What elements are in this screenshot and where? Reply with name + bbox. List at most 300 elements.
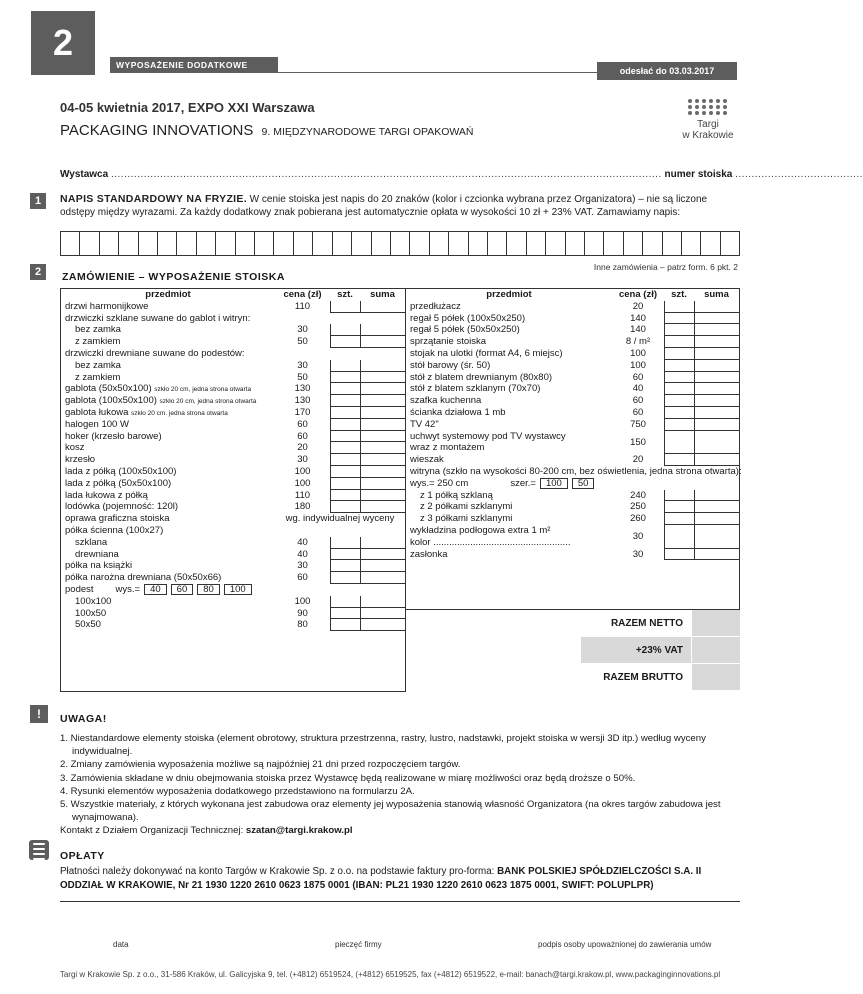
item-name-text: szafka kuchenna <box>410 395 482 407</box>
table-row <box>406 454 739 466</box>
sum-field[interactable] <box>360 584 405 596</box>
qty-field[interactable] <box>330 466 360 478</box>
item-price: 40 <box>297 548 308 560</box>
sum-field[interactable] <box>360 596 405 608</box>
item-name <box>61 501 275 513</box>
sum-field[interactable] <box>360 372 405 384</box>
item-name <box>406 395 612 407</box>
sum-field[interactable] <box>694 513 739 525</box>
other-orders-note: Inne zamówienia – patrz form. 6 pkt. 2 <box>593 262 738 272</box>
item-name <box>406 454 612 466</box>
sign-char-box[interactable] <box>449 232 468 255</box>
item-name-text: halogen 100 W <box>65 418 129 430</box>
sum-field[interactable] <box>360 537 405 549</box>
sum-field[interactable] <box>694 431 739 455</box>
sign-char-box[interactable] <box>430 232 449 255</box>
sign-char-box[interactable] <box>333 232 352 255</box>
total-brutto-label: RAZEM BRUTTO <box>581 664 691 690</box>
sum-field[interactable] <box>694 336 739 348</box>
podest-height-label: wys.= <box>115 583 141 595</box>
item-name <box>61 549 275 561</box>
sign-char-box[interactable] <box>507 232 526 255</box>
organizer-logo <box>676 99 740 141</box>
item-name-text: oprawa graficzna stoiska <box>65 513 170 525</box>
item-name-text: lodówka (pojemność: 120l) <box>65 501 179 513</box>
sum-field[interactable] <box>360 431 405 443</box>
item-name <box>406 301 612 313</box>
sign-char-box[interactable] <box>721 232 739 255</box>
qty-field[interactable] <box>330 313 360 325</box>
qty-field[interactable] <box>330 407 360 419</box>
item-price: 20 <box>632 300 644 312</box>
qty-field[interactable] <box>330 525 360 537</box>
section-1-body: W cenie stoiska jest napis do 20 znaków (kolor i czcionka wybrana przez Organizatora) – nie są liczone odstępy między wyrazami. Za każdy dodatkowy znak pobierana jest automatycznie opłata w wysokości 10 zł + 23% VAT. Zamawiamy napis: <box>60 194 708 218</box>
table-row <box>61 301 405 313</box>
item-price: 60 <box>632 371 644 383</box>
qty-field[interactable] <box>330 419 360 431</box>
section-1-number: 1 <box>30 193 46 209</box>
qty-field[interactable] <box>330 395 360 407</box>
witryna-width-option[interactable]: 50 <box>572 478 595 489</box>
sum-field[interactable] <box>694 395 739 407</box>
item-name-text: lada łukowa z półką <box>65 489 148 501</box>
sum-field[interactable] <box>360 466 405 478</box>
sign-char-box[interactable] <box>527 232 546 255</box>
qty-field[interactable] <box>330 431 360 443</box>
sign-char-box[interactable] <box>488 232 507 255</box>
sum-field[interactable] <box>360 572 405 584</box>
item-price <box>275 348 330 360</box>
item-price: 60 <box>297 430 308 442</box>
item-name <box>61 395 275 407</box>
payments-body: Płatności należy dokonywać na konto Targów w Krakowie Sp. z o.o. na podstawie faktury pro-forma: <box>60 866 498 877</box>
qty-field[interactable] <box>664 407 694 419</box>
table-row <box>61 596 405 608</box>
item-name-text: z zamkiem <box>75 371 121 383</box>
qty-field[interactable] <box>664 383 694 395</box>
vat-field[interactable] <box>691 637 740 663</box>
item-name-text: półka narożna drewniana (50x50x66) <box>65 572 222 584</box>
sign-char-box[interactable] <box>624 232 643 255</box>
table-row <box>406 313 739 325</box>
qty-field[interactable] <box>330 478 360 490</box>
item-name-text: 50x50 <box>75 619 101 631</box>
sum-field[interactable] <box>360 454 405 466</box>
witryna-width-label: szer.= <box>510 477 536 489</box>
event-title <box>60 122 474 139</box>
item-name <box>406 549 612 561</box>
sign-char-box[interactable] <box>352 232 371 255</box>
sum-field[interactable] <box>360 619 405 631</box>
sign-char-box[interactable] <box>701 232 720 255</box>
sum-field[interactable] <box>360 407 405 419</box>
sum-field[interactable] <box>694 301 739 313</box>
sum-field[interactable] <box>360 324 405 336</box>
qty-field[interactable] <box>330 454 360 466</box>
left-order-table <box>60 288 406 692</box>
item-price: 60 <box>297 418 308 430</box>
item-note: szkło 20 cm, jedna strona otwarta <box>159 398 257 406</box>
qty-field[interactable] <box>664 513 694 525</box>
item-name-text: wykładzina podłogowa extra 1 m² <box>410 524 551 536</box>
qty-field[interactable] <box>330 372 360 384</box>
qty-field[interactable] <box>664 525 694 549</box>
total-brutto-field[interactable] <box>691 664 740 690</box>
podest-height-option[interactable]: 100 <box>224 584 252 595</box>
table-row <box>61 313 405 325</box>
table-row <box>406 490 739 502</box>
qty-field[interactable] <box>664 360 694 372</box>
item-price: 60 <box>632 395 644 407</box>
signature-sign-label: podpis osoby upoważnionej do zawierania umów <box>538 940 712 949</box>
sum-field[interactable] <box>694 383 739 395</box>
notes-heading: UWAGA! <box>60 713 107 725</box>
item-price: 90 <box>297 607 308 619</box>
item-price <box>275 313 330 325</box>
qty-field[interactable] <box>330 360 360 372</box>
item-price: 250 <box>630 501 646 513</box>
qty-field[interactable] <box>664 313 694 325</box>
item-name <box>61 348 275 360</box>
item-name <box>61 407 275 419</box>
qty-field[interactable] <box>330 301 360 313</box>
sign-char-box[interactable] <box>566 232 585 255</box>
item-name-text: szklana <box>75 536 108 548</box>
col-item: przedmiot <box>486 289 532 300</box>
vat-row <box>581 637 740 664</box>
sign-char-box[interactable] <box>643 232 662 255</box>
sign-char-box[interactable] <box>80 232 99 255</box>
sum-field[interactable] <box>360 490 405 502</box>
podest-height-option[interactable]: 80 <box>197 584 220 595</box>
qty-field[interactable] <box>664 301 694 313</box>
logo-line-2: w Krakowie <box>682 130 734 141</box>
table-row <box>61 466 405 478</box>
item-name <box>61 596 275 608</box>
table-row <box>61 395 405 407</box>
sum-field[interactable] <box>360 478 405 490</box>
item-name-text: drzwi harmonijkowe <box>65 300 149 312</box>
item-price: 50 <box>297 371 308 383</box>
header-divider <box>278 72 598 73</box>
sign-char-box[interactable] <box>236 232 255 255</box>
item-name <box>406 431 612 455</box>
sign-char-box[interactable] <box>294 232 313 255</box>
payments-text <box>60 865 745 892</box>
col-qty: szt. <box>671 289 687 300</box>
item-price: 100 <box>630 359 646 371</box>
item-price: 150 <box>630 436 646 448</box>
col-price: cena (zł) <box>283 289 322 300</box>
sign-char-box[interactable] <box>100 232 119 255</box>
table-row <box>61 454 405 466</box>
item-name <box>61 442 275 454</box>
sum-field[interactable] <box>694 407 739 419</box>
item-name <box>61 383 275 395</box>
sign-char-box[interactable] <box>469 232 488 255</box>
item-name <box>61 336 275 348</box>
qty-field[interactable] <box>330 348 360 360</box>
qty-field[interactable] <box>330 537 360 549</box>
bank-details: BANK POLSKIEJ SPÓŁDZIELCZOŚCI S.A. II ODDZIAŁ W KRAKOWIE, Nr 21 1930 1220 2610 0623 1875 0001 (IBAN: PL21 1930 1220 2610 0623 1875 0001, SWIFT: POLUPLPR) <box>60 866 702 891</box>
item-price: 140 <box>630 324 646 336</box>
sum-field[interactable] <box>360 336 405 348</box>
qty-field[interactable] <box>330 549 360 561</box>
item-name-text: wraz z montażem <box>410 442 485 454</box>
qty-field[interactable] <box>330 560 360 572</box>
sign-char-box[interactable] <box>313 232 332 255</box>
sign-char-box[interactable] <box>585 232 604 255</box>
sign-char-box[interactable] <box>391 232 410 255</box>
qty-field[interactable] <box>330 336 360 348</box>
sum-field[interactable] <box>360 442 405 454</box>
item-price: 100 <box>294 477 311 489</box>
sign-char-box[interactable] <box>139 232 158 255</box>
qty-field[interactable] <box>664 419 694 431</box>
stand-number-label: numer stoiska <box>664 169 733 180</box>
sum-field[interactable] <box>694 348 739 360</box>
item-name-text: lada z półką (50x50x100) <box>65 477 172 489</box>
section-1-text <box>60 193 740 219</box>
item-price: 750 <box>630 418 646 430</box>
sum-field[interactable] <box>694 313 739 325</box>
table-row <box>61 501 405 513</box>
sum-field[interactable] <box>360 383 405 395</box>
qty-field[interactable] <box>330 442 360 454</box>
sum-field[interactable] <box>694 525 739 549</box>
sign-char-box[interactable] <box>410 232 429 255</box>
sign-text-grid[interactable] <box>60 231 740 256</box>
form-number: 2 <box>31 11 95 75</box>
table-row <box>406 383 739 395</box>
item-name-text: drzwiczki szklane suwane do gablot i witryn: <box>65 312 251 324</box>
item-name-text: gablota (100x50x100) <box>65 395 157 407</box>
sign-char-box[interactable] <box>216 232 235 255</box>
col-sum: suma <box>704 289 729 300</box>
page-footer: Targi w Krakowie Sp. z o.o., 31-586 Kraków, ul. Galicyjska 9, tel. (+4812) 6519524, (+4812) 6519525, fax (+4812) 6519522, e-mail: banach@targi.krakow.pl, www.packaginginnovations.pl <box>59 970 721 979</box>
sum-field[interactable] <box>360 608 405 620</box>
qty-field[interactable] <box>330 324 360 336</box>
table-row <box>406 372 739 384</box>
item-name <box>61 584 275 596</box>
sum-field[interactable] <box>694 360 739 372</box>
table-row <box>61 608 405 620</box>
qty-field[interactable] <box>664 431 694 455</box>
col-sum: suma <box>370 289 395 300</box>
table-row <box>61 372 405 384</box>
deadline-badge: odesłać do 03.03.2017 <box>597 62 737 80</box>
table-row <box>61 419 405 431</box>
item-price: 110 <box>294 300 311 312</box>
item-price: 50 <box>297 336 308 348</box>
exhibitor-field[interactable]: ........................................................................................................................................................................ <box>110 169 662 180</box>
qty-field[interactable] <box>330 608 360 620</box>
sum-field[interactable] <box>694 490 739 502</box>
sign-char-box[interactable] <box>158 232 177 255</box>
item-name <box>61 513 275 525</box>
sum-field[interactable] <box>694 501 739 513</box>
sum-field[interactable] <box>694 454 739 466</box>
sign-char-box[interactable] <box>663 232 682 255</box>
item-note: szkło 20 cm. jedna strona otwarta <box>131 409 228 417</box>
table-row <box>406 501 739 513</box>
witryna-width-option[interactable]: 100 <box>540 478 568 489</box>
item-name-text: TV 42" <box>410 418 439 430</box>
table-row <box>406 395 739 407</box>
qty-field[interactable] <box>330 596 360 608</box>
item-name <box>406 372 612 384</box>
sum-field[interactable] <box>360 560 405 572</box>
notes-list <box>60 732 745 838</box>
col-item: przedmiot <box>145 289 191 300</box>
table-row <box>406 324 739 336</box>
qty-field[interactable] <box>664 324 694 336</box>
table-row <box>406 431 739 455</box>
item-name-text: podest <box>65 583 94 595</box>
sum-field[interactable] <box>360 525 405 537</box>
sign-char-box[interactable] <box>119 232 138 255</box>
qty-field[interactable] <box>664 490 694 502</box>
sum-field[interactable] <box>694 549 739 561</box>
item-name <box>61 313 275 325</box>
sum-field[interactable] <box>360 395 405 407</box>
item-name-text: regał 5 półek (50x50x250) <box>410 324 520 336</box>
section-2-heading: ZAMÓWIENIE – WYPOSAŻENIE STOISKA <box>62 271 285 283</box>
qty-field[interactable] <box>664 549 694 561</box>
table-row <box>406 549 739 561</box>
item-name-text: zasłonka <box>410 548 448 560</box>
sum-field[interactable] <box>360 301 405 313</box>
sign-char-box[interactable] <box>61 232 80 255</box>
sign-char-box[interactable] <box>604 232 623 255</box>
table-row <box>61 383 405 395</box>
item-name-text: z 3 półkami szklanymi <box>420 513 513 525</box>
table-row <box>61 478 405 490</box>
item-price: 110 <box>294 489 311 501</box>
item-name-text: sprzątanie stoiska <box>410 336 487 348</box>
item-price: 8 / m² <box>625 336 651 348</box>
note-item: 3. Zamówienia składane w dniu obejmowania stoiska przez Wystawcę będą realizowane w miarę możliwości oraz będą droższe o 50%. <box>60 772 636 784</box>
item-name-text: bez zamka <box>75 359 121 371</box>
item-name <box>61 525 275 537</box>
contact-line <box>60 824 745 837</box>
item-price: 100 <box>294 465 311 477</box>
item-price: 100 <box>630 347 646 359</box>
item-price: 240 <box>630 489 646 501</box>
item-name <box>61 537 275 549</box>
item-name <box>406 407 612 419</box>
qty-field[interactable] <box>664 501 694 513</box>
sum-field[interactable] <box>360 419 405 431</box>
item-price: 130 <box>294 395 311 407</box>
sum-field[interactable] <box>360 313 405 325</box>
item-name <box>61 431 275 443</box>
stand-number-field[interactable]: ....................................... <box>735 169 863 180</box>
podest-height-option[interactable]: 40 <box>144 584 167 595</box>
qty-field[interactable] <box>330 572 360 584</box>
qty-field[interactable] <box>664 348 694 360</box>
qty-field[interactable] <box>330 501 360 513</box>
contact-email[interactable]: szatan@targi.krakow.pl <box>245 825 353 837</box>
sign-char-box[interactable] <box>546 232 565 255</box>
table-row <box>61 360 405 372</box>
table-row <box>61 442 405 454</box>
qty-field[interactable] <box>330 619 360 631</box>
item-name <box>61 301 275 313</box>
item-name <box>61 608 275 620</box>
signature-date-label: data <box>113 940 129 949</box>
sum-field[interactable] <box>694 324 739 336</box>
item-name-text: stół z blatem szklanym (70x70) <box>410 383 541 395</box>
sum-field[interactable] <box>360 549 405 561</box>
totals-block <box>581 610 740 691</box>
table-row <box>61 560 405 572</box>
item-price: 40 <box>297 536 308 548</box>
qty-field[interactable] <box>664 372 694 384</box>
sum-field[interactable] <box>360 348 405 360</box>
table-row <box>61 513 405 525</box>
table-row <box>61 619 405 631</box>
exhibitor-line[interactable] <box>60 169 863 180</box>
qty-field[interactable] <box>330 383 360 395</box>
qty-field[interactable] <box>330 490 360 502</box>
sign-char-box[interactable] <box>177 232 196 255</box>
item-name-text: z 2 półkami szklanymi <box>420 501 513 513</box>
warning-icon: ! <box>30 705 48 723</box>
total-netto-label: RAZEM NETTO <box>581 610 691 636</box>
table-row <box>61 490 405 502</box>
table-row <box>406 513 739 525</box>
item-price: 30 <box>297 560 308 572</box>
item-name-text: półka ścienna (100x27) <box>65 524 164 536</box>
qty-field[interactable] <box>330 584 360 596</box>
sign-char-box[interactable] <box>682 232 701 255</box>
total-brutto-row <box>581 664 740 691</box>
event-name: PACKAGING INNOVATIONS <box>60 122 254 139</box>
item-name-text: gablota (50x50x100) <box>65 383 152 395</box>
item-name-text: stół barowy (śr. 50) <box>410 359 491 371</box>
item-name-text: kolor .................................................... <box>410 536 571 548</box>
total-netto-field[interactable] <box>691 610 740 636</box>
sign-char-box[interactable] <box>255 232 274 255</box>
item-name <box>406 501 612 513</box>
sign-char-box[interactable] <box>274 232 293 255</box>
note-item: 1. Niestandardowe elementy stoiska (element obrotowy, struktura przestrzenna, rastry, lustro, nadstawki, projekt stoiska w wersji 3D itp.) według wyceny indywidualnej. <box>60 733 706 758</box>
table-row <box>406 336 739 348</box>
item-price: 80 <box>297 619 308 631</box>
item-name-text: drewniana <box>75 548 119 560</box>
table-header <box>406 289 739 301</box>
podest-height-option[interactable]: 60 <box>171 584 194 595</box>
qty-field[interactable] <box>664 454 694 466</box>
sign-char-box[interactable] <box>197 232 216 255</box>
sign-char-box[interactable] <box>372 232 391 255</box>
sum-field[interactable] <box>694 419 739 431</box>
sum-field[interactable] <box>694 372 739 384</box>
item-name-text: 100x100 <box>75 595 112 607</box>
item-price <box>275 584 330 596</box>
item-price: 30 <box>297 454 308 466</box>
item-price: 30 <box>297 324 308 336</box>
sum-field[interactable] <box>360 360 405 372</box>
qty-field[interactable] <box>664 336 694 348</box>
qty-field[interactable] <box>664 395 694 407</box>
item-price: 260 <box>630 513 646 525</box>
table-row <box>61 348 405 360</box>
sum-field[interactable] <box>360 501 405 513</box>
item-price: 140 <box>630 312 646 324</box>
table-row <box>61 572 405 584</box>
